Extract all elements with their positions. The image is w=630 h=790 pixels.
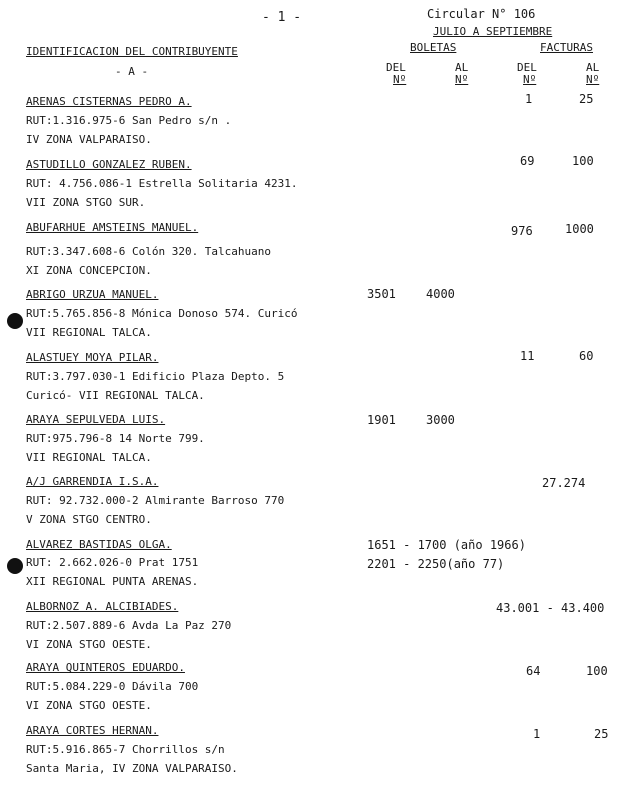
taxpayer-name: ALASTUEY MOYA PILAR. xyxy=(26,351,159,364)
taxpayer-name: ALBORNOZ A. ALCIBIADES. xyxy=(26,600,179,613)
boletas-al-value: 3000 xyxy=(426,413,455,427)
taxpayer-name: ALVAREZ BASTIDAS OLGA. xyxy=(26,538,172,551)
boletas-range-2: 2201 - 2250(año 77) xyxy=(367,557,505,571)
facturas-al-value: 100 xyxy=(572,154,594,168)
taxpayer-rut-address: RUT: 2.662.026-0 Prat 1751 xyxy=(26,556,199,569)
taxpayer-rut-address: RUT:1.316.975-6 San Pedro s/n . xyxy=(26,114,232,127)
taxpayer-zone: VII REGIONAL TALCA. xyxy=(26,451,152,464)
identification-title: IDENTIFICACION DEL CONTRIBUYENTE xyxy=(26,45,238,58)
taxpayer-zone: VI ZONA STGO OESTE. xyxy=(26,638,152,651)
taxpayer-name: ABUFARHUE AMSTEINS MANUEL. xyxy=(26,221,199,234)
facturas-header: FACTURAS xyxy=(540,41,593,54)
facturas-del-value: 1 xyxy=(525,92,533,106)
taxpayer-zone: VII REGIONAL TALCA. xyxy=(26,326,152,339)
taxpayer-rut-address: RUT: 4.756.086-1 Estrella Solitaria 4231. xyxy=(26,177,298,190)
punch-hole xyxy=(7,558,23,574)
facturas-al-value: 25 xyxy=(579,92,594,106)
facturas-del-num: Nº xyxy=(523,73,537,86)
taxpayer-rut-address: RUT:3.797.030-1 Edificio Plaza Depto. 5 xyxy=(26,370,285,383)
taxpayer-name: ARAYA CORTES HERNAN. xyxy=(26,724,159,737)
taxpayer-rut-address: RUT:5.084.229-0 Dávila 700 xyxy=(26,680,199,693)
boletas-del-label: DEL xyxy=(386,61,406,74)
taxpayer-rut-address: RUT: 92.732.000-2 Almirante Barroso 770 xyxy=(26,494,285,507)
taxpayer-name: ARAYA SEPULVEDA LUIS. xyxy=(26,413,166,426)
taxpayer-name: ARENAS CISTERNAS PEDRO A. xyxy=(26,95,192,108)
boletas-header: BOLETAS xyxy=(410,41,457,54)
taxpayer-rut-address: RUT:5.765.856-8 Mónica Donoso 574. Curicó xyxy=(26,307,298,320)
page-number: - 1 - xyxy=(262,10,302,25)
boletas-del-value: 1901 xyxy=(367,413,396,427)
boletas-al-num: Nº xyxy=(455,73,469,86)
facturas-al-value: 1000 xyxy=(565,222,594,236)
taxpayer-name: A/J GARRENDIA I.S.A. xyxy=(26,475,159,488)
facturas-value: 27.274 xyxy=(542,476,586,490)
taxpayer-name: ASTUDILLO GONZALEZ RUBEN. xyxy=(26,158,192,171)
taxpayer-zone: V ZONA STGO CENTRO. xyxy=(26,513,152,526)
boletas-al-value: 4000 xyxy=(426,287,455,301)
facturas-al-num: Nº xyxy=(586,73,600,86)
boletas-range-1: 1651 - 1700 (año 1966) xyxy=(367,538,526,552)
taxpayer-zone: XI ZONA CONCEPCION. xyxy=(26,264,152,277)
facturas-al-value: 60 xyxy=(579,349,594,363)
facturas-al-value: 25 xyxy=(594,727,609,741)
taxpayer-zone: XII REGIONAL PUNTA ARENAS. xyxy=(26,575,199,588)
facturas-range: 43.001 - 43.400 xyxy=(496,601,605,615)
taxpayer-name: ABRIGO URZUA MANUEL. xyxy=(26,288,159,301)
period-label: JULIO A SEPTIEMBRE xyxy=(433,25,553,38)
taxpayer-name: ARAYA QUINTEROS EDUARDO. xyxy=(26,661,185,674)
circular-number: Circular N° 106 xyxy=(427,7,536,21)
taxpayer-rut-address: RUT:5.916.865-7 Chorrillos s/n xyxy=(26,743,225,756)
facturas-al-label: AL xyxy=(586,61,600,74)
facturas-del-value: 1 xyxy=(533,727,541,741)
facturas-del-value: 976 xyxy=(511,224,533,238)
taxpayer-rut-address: RUT:2.507.889-6 Avda La Paz 270 xyxy=(26,619,232,632)
punch-hole xyxy=(7,313,23,329)
taxpayer-zone: VII ZONA STGO SUR. xyxy=(26,196,146,209)
boletas-del-value: 3501 xyxy=(367,287,396,301)
taxpayer-zone: Curicó- VII REGIONAL TALCA. xyxy=(26,389,205,402)
facturas-del-value: 69 xyxy=(520,154,535,168)
section-letter: - A - xyxy=(115,65,149,78)
boletas-del-num: Nº xyxy=(393,73,407,86)
facturas-al-value: 100 xyxy=(586,664,608,678)
taxpayer-rut-address: RUT:3.347.608-6 Colón 320. Talcahuano xyxy=(26,245,272,258)
boletas-al-label: AL xyxy=(455,61,469,74)
facturas-del-value: 11 xyxy=(520,349,535,363)
taxpayer-zone: Santa Maria, IV ZONA VALPARAISO. xyxy=(26,762,238,775)
taxpayer-rut-address: RUT:975.796-8 14 Norte 799. xyxy=(26,432,205,445)
taxpayer-zone: IV ZONA VALPARAISO. xyxy=(26,133,152,146)
facturas-del-value: 64 xyxy=(526,664,541,678)
facturas-del-label: DEL xyxy=(517,61,537,74)
taxpayer-zone: VI ZONA STGO OESTE. xyxy=(26,699,152,712)
